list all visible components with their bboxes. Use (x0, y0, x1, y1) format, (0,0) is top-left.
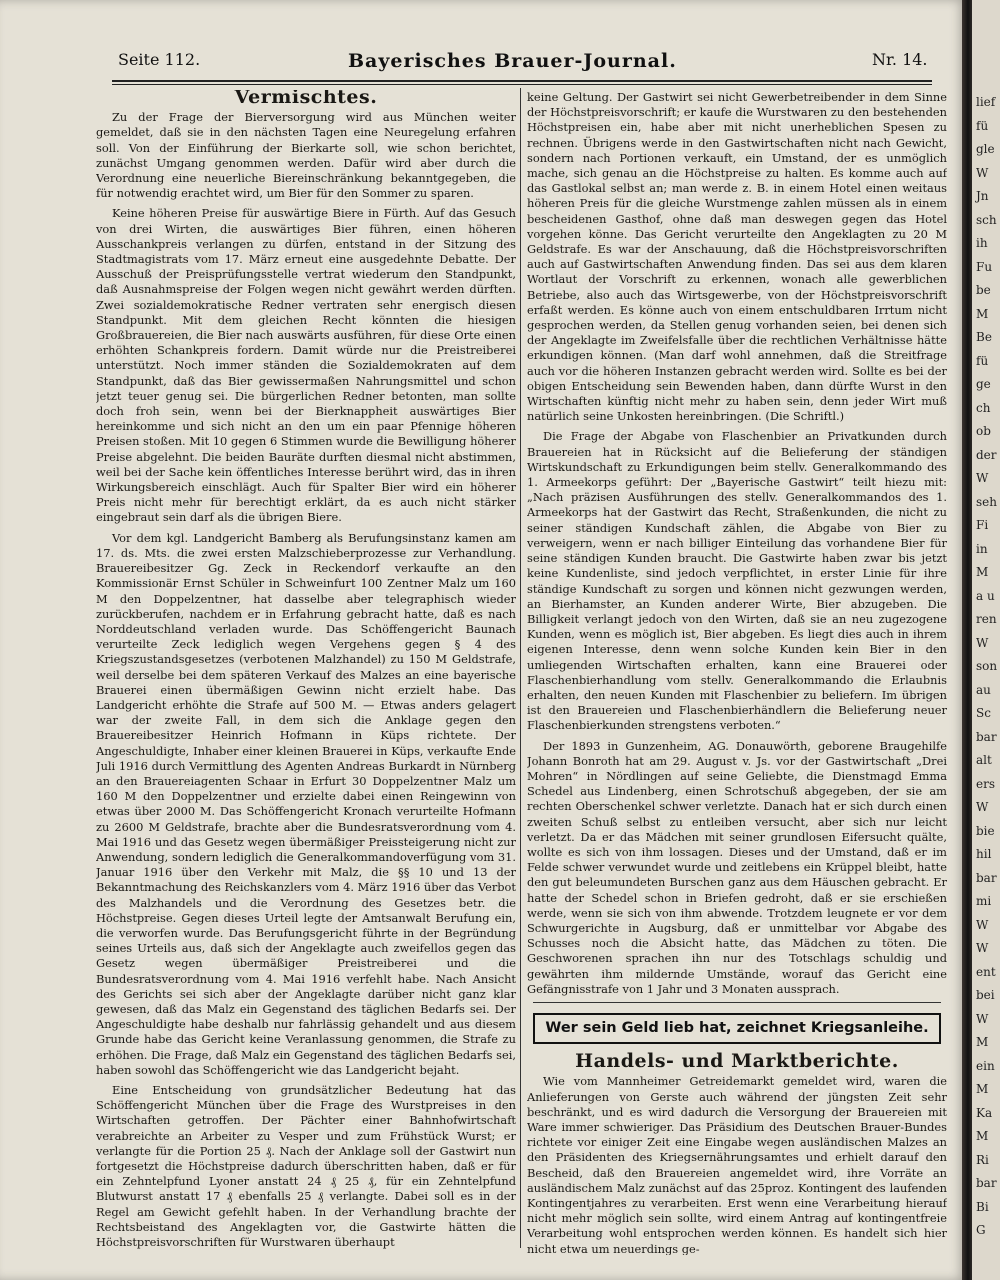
page-number: Seite 112. (118, 50, 201, 69)
adjacent-page-fragment: M (976, 1035, 989, 1049)
article-wurstpreis: Eine Entscheidung von grundsätzlicher Bedeutung hat das Schöffengericht München über die Frage des Wurstpreises in den Wirtschaften getroffen. Der Pächter einer Bahnhofwirtschaft verabreichte an Arbeiter zu Vesper und zum Frühstück Wurst; er verlangte für die Portion 25 ₰. Nach der Anklage soll der Gastwirt nun fortgesetzt die Höchstpreise dadurch überschritten haben, daß er für ein Zehntelpfund Lyoner anstatt 24 ₰ 25 ₰, für ein Zehntelpfund Blutwurst anstatt 17 ₰ ebenfalls 25 ₰ verlangte. Dabei soll es in der Regel am Gewicht gefehlt haben. In der Verhandlung brachte der Rechtsbeistand des Angeklagten vor, die Gastwirte hätten die Höchstpreisvorschriften für Wurstwaren überhaupt (96, 1083, 516, 1250)
adjacent-page-fragment: mi (976, 894, 992, 908)
adjacent-page-fragment: Ka (976, 1105, 993, 1120)
adjacent-page-fragment: bar (976, 1176, 997, 1190)
adjacent-page-fragment: au (976, 682, 991, 697)
adjacent-page-fragment: hil (976, 847, 992, 861)
adjacent-page-fragment: W (976, 471, 989, 485)
article-mannheim-getreidemarkt: Wie vom Mannheimer Getreidemarkt gemeldet wird, waren die Anlieferungen von Gerste auch während der jüngsten Zeit sehr beschränkt, und es wird dadurch die Versorgung der Brauereien mit Ware immer schwieriger. Das Präsidium des Deutschen Brauer-Bundes richtete vor einiger Zeit eine Eingabe wegen ausländischen Malzes an den Präsidenten des Kriegsernährungsamtes und erhielt darauf den Bescheid, daß den Brauereien angemeldet wird, ihre Vorräte an ausländischem Malz zunächst auf das 25proz. Kontingent des laufenden Kontingentjahres zu verarbeiten. Erst wenn eine Verarbeitung hierauf nicht mehr möglich sein sollte, wird einem Antrag auf kontingentfreie Verarbeitung wohl entsprochen werden können. Es handelt sich hier nicht etwa um neuerdings ge- (527, 1074, 947, 1255)
issue-number: Nr. 14. (872, 50, 928, 69)
adjacent-page-fragment: ent (976, 964, 996, 979)
adjacent-page-edge (972, 0, 1000, 1280)
article-wurstpreis-continued: keine Geltung. Der Gastwirt sei nicht Gewerbetreibender in dem Sinne der Höchstpreisvorschrift; er kaufe die Wurstwaren zu den bestehenden Höchstpreisen ein, habe aber mit nicht unerheblichen Spesen zu rechnen. Übrigens werde in den Gastwirtschaften nicht nach Gewicht, sondern nach Portionen verkauft, ein Umstand, der es unmöglich mache, sich genau an die Höchstpreise zu halten. Es komme auch auf das Gastlokal selbst an; man werde z. B. in einem Hotel einen weitaus höheren Preis für die gleiche Wurstmenge zahlen müssen als in einem bescheidenen Gasthof, ohne daß man deswegen gegen das Hotel vorgehen könne. Das Gericht verurteilte den Angeklagten zu 20 M Geldstrafe. Es war der Anschauung, daß die Höchstpreisvorschriften auch auf Gastwirtschaften Anwendung finden. Das sei aus dem klaren Wortlaut der Vorschrift zu erkennen, wonach alle gewerblichen Betriebe, also auch das Wirtsgewerbe, von der Höchstpreisvorschrift erfaßt werden. Es könne auch von einem entschuldbaren Irrtum nicht gesprochen werden, da Stellen genug vorhanden seien, bei denen sich der Angeklagte im Zweifelsfalle über die rechtlichen Verhältnisse hätte erkundigen können. (Man darf wohl annehmen, daß die Streitfrage auch vor die höheren Instanzen gebracht werden wird. Sollte es bei der obigen Entscheidung sein Bewenden haben, dann dürfte Wurst in den Wirtschaften künftig nicht mehr zu haben sein, denn jeder Wirt muß natürlich seine Unkosten hereinbringen. (Die Schriftl.) (527, 90, 947, 424)
adjacent-page-fragment: M (976, 1082, 989, 1096)
adjacent-page-fragment: Bi (976, 1199, 989, 1214)
adjacent-page-fragment: ch (976, 400, 991, 415)
adjacent-page-fragment: ob (976, 424, 991, 438)
adjacent-page-fragment: sch (976, 212, 997, 227)
adjacent-page-fragment: be (976, 283, 991, 297)
adjacent-page-fragment: W (976, 941, 989, 955)
adjacent-page-fragment: W (976, 800, 989, 814)
adjacent-page-fragment: G (976, 1223, 986, 1237)
right-column (527, 90, 947, 1255)
left-column (96, 90, 516, 1255)
adjacent-page-fragment: alt (976, 753, 992, 767)
article-braugehilfe: Der 1893 in Gunzenheim, AG. Donauwörth, geborene Braugehilfe Johann Bonroth hat am 29. August v. Js. vor der Gastwirtschaft „Drei Mohren“ in Nördlingen auf seine Geliebte, die Dienstmagd Emma Schedel aus Lindenberg, einen Schrotschuß abgegeben, der sie am rechten Oberschenkel schwer verletzte. Danach hat er sich durch einen zweiten Schuß selbst zu entleiben versucht, aber sich nur leicht verletzt. Da er das Mädchen mit seiner grundlosen Eifersucht quälte, wollte es sich von ihm lossagen. Dieses und der Umstand, daß er im Felde schwer verwundet wurde und zeitlebens ein Krüppel bleibt, hatte den gut beleumundeten Burschen ganz aus dem Häuschen gebracht. Er hatte der Schedel schon in Briefen gedroht, daß er sie erschießen werde, wenn sie sich von ihm abwende. Trotzdem leugnete er vor dem Schwurgerichte in Augsburg, daß er unmittelbar vor Abgabe des Schusses noch die Absicht hatte, das Mädchen zu töten. Die Geschworenen sprachen ihn nur des Totschlags schuldig und gewährten ihm mildernde Umstände, worauf das Gericht eine Gefängnisstrafe von 1 Jahr und 3 Monaten aussprach. (527, 738, 947, 996)
adjacent-page-fragment: Fi (976, 518, 989, 532)
adjacent-page-fragment: W (976, 635, 989, 650)
adjacent-page-fragment: ih (976, 236, 988, 250)
adjacent-page-fragment: W (976, 165, 989, 180)
adjacent-page-fragment: ge (976, 377, 991, 391)
adjacent-page-fragment: ren (976, 612, 997, 626)
adjacent-page-fragment: lief (976, 95, 996, 109)
journal-title: Bayerisches Brauer-Journal. (348, 50, 677, 72)
adjacent-page-fragment: W (976, 1011, 989, 1026)
column-divider (520, 88, 521, 1248)
adjacent-page-fragment: gle (976, 142, 995, 156)
adjacent-page-fragment: bar (976, 870, 997, 885)
adjacent-page-fragment: der (976, 447, 997, 462)
adjacent-page-fragment: Fu (976, 259, 993, 274)
adjacent-page-fragment: M (976, 306, 989, 321)
article-fuerth-preise: Keine höheren Preise für auswärtige Biere in Fürth. Auf das Gesuch von drei Wirten, die auswärtiges Bier führen, einen höheren Ausschankpreis verlangen zu dürfen, entstand in der Sitzung des Stadtmagistrats vom 17. März erneut eine ausgedehnte Debatte. Der Ausschuß der Preisprüfungsstelle vertrat wiederum den Standpunkt, daß Ausnahmspreise der Folgen wegen nicht gewährt werden dürften. Zwei sozialdemokratische Redner vertraten sehr energisch diesen Standpunkt. Mit dem gleichen Recht könnten die hiesigen Großbrauereien, die Bier nach auswärts ausführen, für diese Orte einen erhöhten Schankpreis fordern. Damit würde nur die Preistreiberei unterstützt. Noch immer ständen die Sozialdemokraten auf dem Standpunkt, daß das Bier gewissermaßen Nahrungsmittel und schon jetzt teuer genug sei. Die bürgerlichen Redner betonten, man sollte doch froh sein, wenn bei der Bierknappheit auswärtiges Bier hereinkomme und sich nicht an den um ein paar Pfennige höheren Preisen stoßen. Mit 10 gegen 6 Stimmen wurde die Bewilligung höherer Preise abgelehnt. Die beiden Bauräte durften diesmal nicht abstimmen, weil bei der Sache kein öffentliches Interesse berührt wird, das in ihren Wirkungsbereich einschlägt. Auch für Spalter Bier wird ein höherer Preis nicht mehr für berechtigt erklärt, da es auch nicht stärker eingebraut sein darf als die übrigen Biere. (96, 206, 516, 525)
adjacent-page-fragment: W (976, 917, 989, 932)
article-bierversorgung: Zu der Frage der Bierversorgung wird aus München weiter gemeldet, daß sie in den nächsten Tagen eine Neuregelung erfahren soll. Von der Einführung der Bierkarte soll, wie schon berichtet, zunächst Umgang genommen werden. Dafür wird aber durch die Verordnung eine neuerliche Biereinschränkung bekanntgegeben, die für notwendig erachtet wird, um Bier für den Sommer zu sparen. (96, 110, 516, 201)
adjacent-page-fragment: bar (976, 729, 997, 744)
header-rule (112, 80, 932, 82)
section-title-handelsberichte: Handels- und Marktberichte. (575, 1050, 899, 1073)
adjacent-page-fragment: Jn (976, 189, 989, 203)
article-flaschenbier: Die Frage der Abgabe von Flaschenbier an Privatkunden durch Brauereien hat in Rücksicht auf die Belieferung der ständigen Wirtskundschaft zu Erkundigungen beim stellv. Generalkommando des 1. Armeekorps geführt: Der „Bayerische Gastwirt“ teilt hiezu mit: „Nach präzisen Ausführungen des stellv. Generalkommandos des 1. Armeekorps hat der Gastwirt das Recht, Straßenkunden, die nicht zu seiner ständigen Kundschaft zählen, die Abgabe von Bier zu verweigern, wenn er nach billiger Einteilung das vorhandene Bier für seine ständigen Kunden braucht. Die Gastwirte haben zwar bis jetzt keine Kundenliste, sind jedoch verpflichtet, in erster Linie für ihre ständige Kundschaft zu sorgen und können nicht gezwungen werden, an Bierhamster, an Kunden anderer Wirte, Bier abzugeben. Die Billigkeit verlangt jedoch von den Wirten, daß sie an neu zugezogene Kunden, wenn es möglich ist, Bier abgeben. Es liegt dies auch in ihrem eigenen Interesse, denn wenn solche Kunden kein Bier in den umliegenden Wirtschaften erhalten, kann eine Brauerei oder Flaschenbierhandlung vom stellv. Generalkommando die Erlaubnis erhalten, den neuen Kunden mit Flaschenbier zu beliefern. Im übrigen ist den Brauereien und Flaschenbierhändlern die Belieferung neuer Flaschenbierkunden strengstens verboten.“ (527, 429, 947, 733)
notice-rule (533, 1002, 941, 1003)
war-bond-notice: Wer sein Geld lieb hat, zeichnet Kriegsanleihe. (533, 1013, 941, 1044)
adjacent-page-fragment: seh (976, 494, 997, 509)
adjacent-page-fragment: a u (976, 588, 995, 603)
adjacent-page-fragment: Be (976, 330, 992, 344)
adjacent-page-fragment: fü (976, 353, 989, 368)
adjacent-page-fragment: Ri (976, 1152, 989, 1167)
article-landgericht-bamberg: Vor dem kgl. Landgericht Bamberg als Berufungsinstanz kamen am 17. ds. Mts. die zwei ersten Malzschieberprozesse zur Verhandlung. Brauereibesitzer Gg. Zeck in Reckendorf verkaufte an den Kommissionär Ernst Schüler in Schweinfurt 100 Zentner Malz um 160 M den Doppelzentner, hat dasselbe aber telegraphisch wieder zurückberufen, nachdem er in Erfahrung gebracht hatte, daß es nach Norddeutschland verladen wurde. Das Schöffengericht Baunach verurteilte Zeck lediglich wegen Vergehens gegen § 4 des Kriegszustandsgesetzes (verbotenen Malzhandel) zu 150 M Geldstrafe, weil derselbe bei dem späteren Verkauf des Malzes an eine bayerische Brauerei einen übermäßigen Gewinn nicht erzielt habe. Das Landgericht erhöhte die Strafe auf 500 M. — Etwas anders gelagert war der zweite Fall, in dem sich die Anklage gegen den Brauereibesitzer Heinrich Hofmann in Küps richtete. Der Angeschuldigte, Inhaber einer kleinen Brauerei in Küps, verkaufte Ende Juli 1916 durch Vermittlung des Agenten Andreas Burkardt in Nürnberg an den Brauereiagenten Schaar in Erfurt 30 Doppelzentner Malz um 160 M den Doppelzentner und erzielte dabei einen Reingewinn von etwas über 2000 M. Das Schöffengericht Kronach verurteilte Hofmann zu 2600 M Geldstrafe, brachte aber die Bundesratsverordnung vom 4. Mai 1916 und das Gesetz wegen übermäßiger Preissteigerung nicht zur Anwendung, sondern lediglich die Generalkommandoverfügung vom 31. Januar 1916 über den Verkehr mit Malz, die §§ 10 und 13 der Bekanntmachung des Reichskanzlers vom 4. März 1916 über das Verbot des Malzhandels und die Verordnung des Gesetzes betr. die Höchstpreise. Gegen dieses Urteil legte der Amtsanwalt Berufung ein, die verworfen wurde. Das Berufungsgericht führte in der Begründung seines Urteils aus, daß sich der Angeklagte auch zweifellos gegen das Gesetz wegen übermäßiger Preistreiberei und die Bundesratsverordnung vom 4. Mai 1916 verfehlt habe. Nach Ansicht des Gerichts sei sich aber der Angeklagte darüber nicht ganz klar gewesen, daß das Malz ein Gegenstand des täglichen Bedarfs sei. Der Angeschuldigte habe deshalb nur fahrlässig gehandelt und aus diesem Grunde habe das Gericht keine Veranlassung genommen, die Strafe zu erhöhen. Die Frage, daß Malz ein Gegenstand des täglichen Bedarfs sei, haben sowohl das Schöffengericht wie das Landgericht bejaht. (96, 530, 516, 1077)
section-title-vermischtes: Vermischtes. (234, 90, 378, 108)
adjacent-page-fragment: ers (976, 776, 995, 791)
adjacent-page-fragment: bei (976, 988, 995, 1002)
adjacent-page-fragment: M (976, 1129, 989, 1143)
adjacent-page-fragment: in (976, 541, 988, 556)
adjacent-page-fragment: M (976, 565, 989, 579)
adjacent-page-fragment: son (976, 659, 998, 673)
adjacent-page-fragment: bie (976, 823, 995, 838)
adjacent-page-fragment: ein (976, 1058, 995, 1073)
header-rule-thin (112, 84, 932, 85)
adjacent-page-fragment: Sc (976, 706, 991, 720)
adjacent-page-fragment: fü (976, 118, 989, 133)
